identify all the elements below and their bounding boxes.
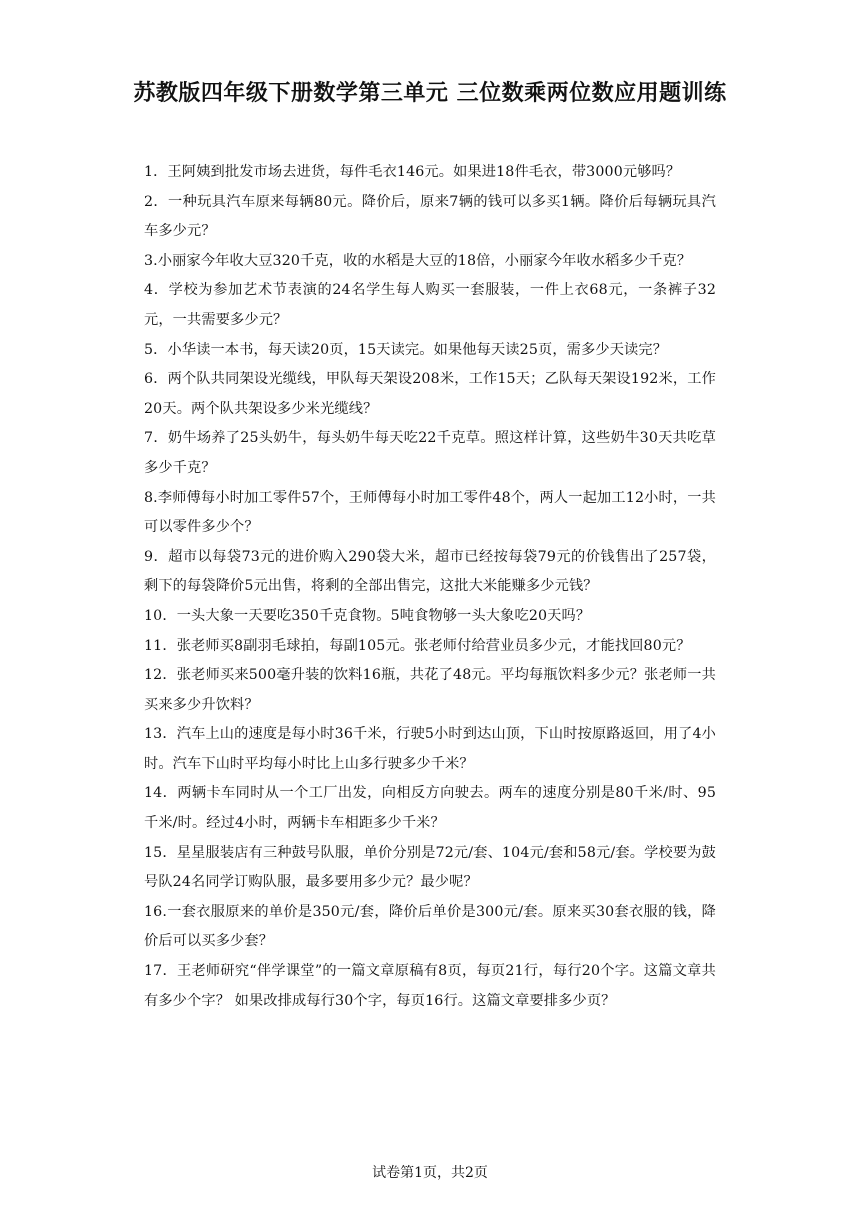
question-item: 4．学校为参加艺术节表演的24名学生每人购买一套服装，一件上衣68元，一条裤子32元，一共需要多少元？ <box>144 282 716 328</box>
question-item: 9．超市以每袋73元的进价购入290袋大米，超市已经按每袋79元的价钱售出了257袋，剩下的每袋降价5元出售，将剩的全部出售完，这批大米能赚多少元钱？ <box>144 548 716 595</box>
question-item: 15．星星服装店有三种鼓号队服，单价分别是72元/套、104元/套和58元/套。学校要为鼓号队24名同学订购队服，最多要用多少元？最少呢？ <box>144 844 716 891</box>
question-item: 13．汽车上山的速度是每小时36千米，行驶5小时到达山顶，下山时按原路返回，用了4小时。汽车下山时平均每小时比上山多行驶多少千米？ <box>144 726 716 772</box>
question-item: 5．小华读一本书，每天读20页，15天读完。如果他每天读25页，需多少天读完？ <box>144 341 668 358</box>
page-footer: 试卷第1页，共2页 <box>372 1165 488 1181</box>
question-item: 1．王阿姨到批发市场去进货，每件毛衣146元。如果进18件毛衣，带3000元够吗？ <box>144 164 681 180</box>
question-item: 11．张老师买8副羽毛球拍，每副105元。张老师付给营业员多少元，才能找回80元？ <box>144 637 691 654</box>
question-item: 17．王老师研究“伴学课堂”的一篇文章原稿有8页，每页21行，每行20个字。这篇文章共有多少个字？ 如果改排成每行30个字，每页16行。这篇文章要排多少页？ <box>144 963 716 1009</box>
question-item: 3.小丽家今年收大豆320千克，收的水稻是大豆的18倍，小丽家今年收水稻多少千克？ <box>144 252 692 269</box>
question-item: 14．两辆卡车同时从一个工厂出发，向相反方向驶去。两车的速度分别是80千米/时、95千米/时。经过4小时，两辆卡车相距多少千米？ <box>144 785 716 832</box>
question-item: 10．一头大象一天要吃350千克食物。5吨食物够一头大象吃20天吗？ <box>144 607 591 624</box>
question-item: 8.李师傅每小时加工零件57个，王师傅每小时加工零件48个，两人一起加工12小时，一共可以零件多少个？ <box>144 489 716 536</box>
question-list <box>144 158 716 1016</box>
document-title: 苏教版四年级下册数学第三单元 三位数乘两位数应用题训练 <box>133 81 727 106</box>
question-item: 16.一套衣服原来的单价是350元/套，降价后单价是300元/套。原来买30套衣服的钱，降价后可以买多少套？ <box>144 903 716 950</box>
question-item: 2．一种玩具汽车原来每辆80元。降价后，原来7辆的钱可以多买1辆。降价后每辆玩具汽车多少元？ <box>144 193 716 240</box>
question-item: 6．两个队共同架设光缆线，甲队每天架设208米，工作15天；乙队每天架设192米，工作20天。两个队共架设多少米光缆线？ <box>144 371 716 417</box>
question-item: 7．奶牛场养了25头奶牛，每头奶牛每天吃22千克草。照这样计算，这些奶牛30天共吃草多少千克？ <box>144 430 716 476</box>
question-item: 12．张老师买来500毫升装的饮料16瓶，共花了48元。平均每瓶饮料多少元？张老师一共买来多少升饮料？ <box>144 667 716 713</box>
